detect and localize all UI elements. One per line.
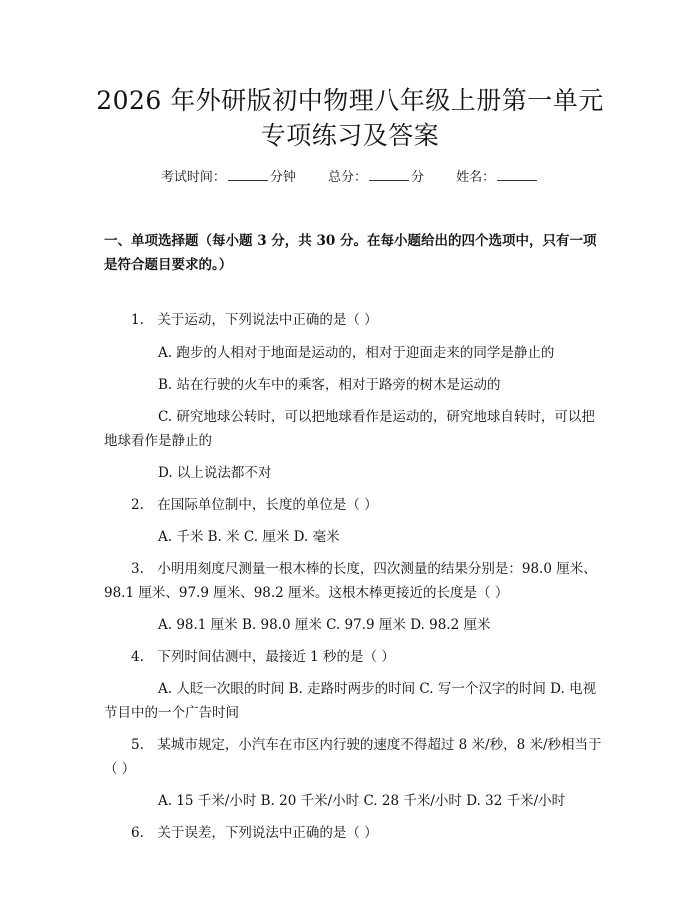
student-name-field (456, 168, 539, 188)
question-6-stem: 6. 关于误差，下列说法中正确的是（ ） (131, 825, 378, 841)
student-name-blank (497, 168, 537, 181)
total-score-blank (369, 168, 409, 181)
student-name-label: 姓名： (456, 170, 496, 185)
question-1-stem: 1. 关于运动，下列说法中正确的是（ ） (131, 312, 378, 328)
total-score-label: 总分： (327, 170, 367, 185)
question-2-stem: 2. 在国际单位制中，长度的单位是（ ） (131, 497, 378, 513)
page-title-line-2: 专项练习及答案 (260, 121, 440, 150)
question-5-options: A. 15 千米/小时 B. 20 千米/小时 C. 28 千米/小时 D. 32 千米/小时 (158, 793, 566, 809)
question-4-options: A. 人眨一次眼的时间 B. 走路时两步的时间 C. 写一个汉字的时间 D. 电视节目中的一个广告时间 (104, 681, 597, 721)
page-title-line-1: 2026 年外研版初中物理八年级上册第一单元 (96, 86, 604, 115)
question-1-option-b: B. 站在行驶的火车中的乘客，相对于路旁的树木是运动的 (158, 377, 501, 393)
section-heading: 一、单项选择题（每小题 3 分，共 30 分。在每小题给出的四个选项中，只有一项是符合题目要求的。） (104, 233, 597, 273)
question-1-option-c: C. 研究地球公转时，可以把地球看作是运动的，研究地球自转时，可以把地球看作是静止的 (104, 409, 595, 449)
exam-time-label: 考试时间： (160, 170, 226, 185)
question-2-options: A. 千米 B. 米 C. 厘米 D. 毫米 (158, 529, 340, 545)
question-3-options: A. 98.1 厘米 B. 98.0 厘米 C. 97.9 厘米 D. 98.2 厘米 (158, 617, 491, 633)
exam-time-blank (228, 168, 268, 181)
question-3-stem: 3. 小明用刻度尺测量一根木棒的长度，四次测量的结果分别是：98.0 厘米、98.1 厘米、97.9 厘米、98.2 厘米。这根木棒更接近的长度是（ ） (104, 561, 597, 601)
exam-time-field (161, 168, 296, 188)
question-4-stem: 4. 下列时间估测中，最接近 1 秒的是（ ） (131, 649, 395, 665)
exam-info-bar (0, 168, 700, 188)
exam-time-unit: 分钟 (269, 170, 296, 185)
question-1-option-d: D. 以上说法都不对 (158, 465, 272, 481)
question-1-option-a: A. 跑步的人相对于地面是运动的，相对于迎面走来的同学是静止的 (158, 345, 555, 361)
total-score-field (328, 168, 424, 188)
question-5-stem: 5. 某城市规定，小汽车在市区内行驶的速度不得超过 8 米/秒，8 米/秒相当于（ ） (104, 737, 602, 777)
total-score-unit: 分 (411, 170, 425, 185)
